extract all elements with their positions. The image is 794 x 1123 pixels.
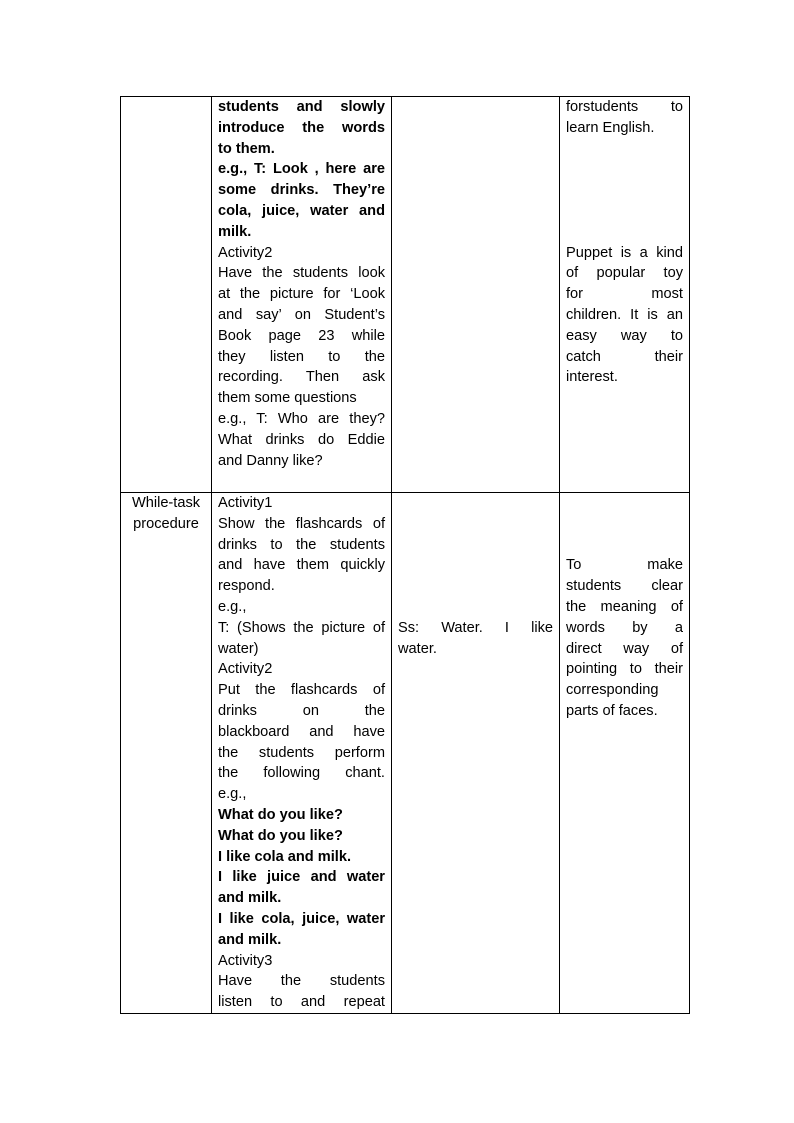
purpose-line: of popular toy xyxy=(566,265,683,282)
activity-line: and have them quickly xyxy=(218,557,385,574)
activity-line: Activity2 xyxy=(218,661,273,678)
purpose-cell xyxy=(560,97,690,493)
activity-line: T: (Shows the picture of xyxy=(218,619,385,636)
activity-line: they listen to the xyxy=(218,348,385,365)
activity-line: I like cola, juice, water xyxy=(218,910,385,927)
stage-cell xyxy=(121,97,212,493)
table-row xyxy=(121,493,690,1014)
activity-line: listen to and repeat xyxy=(218,994,385,1011)
student-line: water. xyxy=(398,640,437,657)
activity-line: some drinks. They’re xyxy=(218,182,385,199)
activity-cell xyxy=(212,97,392,493)
activity-cell xyxy=(212,493,392,1014)
activity-line: water) xyxy=(218,640,259,657)
activity-line: them some questions xyxy=(218,390,357,407)
activity-line: the following chant. xyxy=(218,765,385,782)
purpose-line: children. It is an xyxy=(566,306,683,323)
purpose-line: Puppet is a kind xyxy=(566,244,683,261)
activity-line: I like cola and milk. xyxy=(218,848,352,865)
activity-line: recording. Then ask xyxy=(218,369,385,386)
activity-line: Activity3 xyxy=(218,952,273,969)
purpose-line: direct way of xyxy=(566,640,683,657)
purpose-line: easy way to xyxy=(566,327,683,344)
stage-cell xyxy=(121,493,212,1014)
student-line: Ss: Water. I like xyxy=(398,619,553,636)
activity-line: e.g., T: Who are they? xyxy=(218,410,385,427)
activity-line: cola, juice, water and xyxy=(218,202,385,219)
purpose-line: corresponding xyxy=(566,682,659,699)
activity-line: blackboard and have xyxy=(218,723,385,740)
purpose-line: words by a xyxy=(566,619,683,636)
activity-line: Have the students look xyxy=(218,265,385,282)
purpose-line: for most xyxy=(566,286,683,303)
activity-line: and say’ on Student’s xyxy=(218,306,385,323)
purpose-line: pointing to their xyxy=(566,661,683,678)
activity-line: What drinks do Eddie xyxy=(218,431,385,448)
purpose-line: To make xyxy=(566,557,683,574)
activity-line: drinks to the students xyxy=(218,536,385,553)
student-activity-cell xyxy=(392,493,560,1014)
table-row xyxy=(121,97,690,493)
activity-line: e.g., xyxy=(218,786,247,803)
purpose-line: forstudents to xyxy=(566,99,683,115)
student-activity-cell xyxy=(392,97,560,493)
activity-line: to them. xyxy=(218,140,275,157)
activity-line: the students perform xyxy=(218,744,385,761)
activity-line: e.g., T: Look , here are xyxy=(218,161,385,178)
purpose-line: the meaning of xyxy=(566,598,683,615)
activity-line: Have the students xyxy=(218,973,385,990)
activity-line: I like juice and water xyxy=(218,869,385,886)
activity-line: What do you like? xyxy=(218,806,343,823)
activity-line: respond. xyxy=(218,578,275,595)
activity-line: introduce the words xyxy=(218,119,385,136)
purpose-cell xyxy=(560,493,690,1014)
lesson-plan-table xyxy=(120,96,690,1014)
activity-line: and Danny like? xyxy=(218,452,323,469)
activity-line: e.g., xyxy=(218,598,247,615)
activity-line: and milk. xyxy=(218,931,282,948)
purpose-line: catch their xyxy=(566,348,683,365)
activity-line: What do you like? xyxy=(218,827,343,844)
activity-line: Book page 23 while xyxy=(218,327,385,344)
activity-line: drinks on the xyxy=(218,702,385,719)
purpose-line: students clear xyxy=(566,578,683,595)
purpose-line: parts of faces. xyxy=(566,702,658,719)
stage-line: procedure xyxy=(133,515,199,532)
activity-line: Activity1 xyxy=(218,495,273,511)
activity-line: at the picture for ‘Look xyxy=(218,286,385,303)
stage-line: While-task xyxy=(131,495,201,511)
purpose-line: learn English. xyxy=(566,119,655,136)
activity-line: and milk. xyxy=(218,890,282,907)
activity-line: Activity2 xyxy=(218,244,273,261)
activity-line: milk. xyxy=(218,223,252,240)
activity-line: Put the flashcards of xyxy=(218,682,385,699)
stage-label xyxy=(132,493,200,535)
purpose-line: interest. xyxy=(566,369,618,386)
activity-line: Show the flashcards of xyxy=(218,515,385,532)
activity-line: students and slowly xyxy=(218,99,385,115)
